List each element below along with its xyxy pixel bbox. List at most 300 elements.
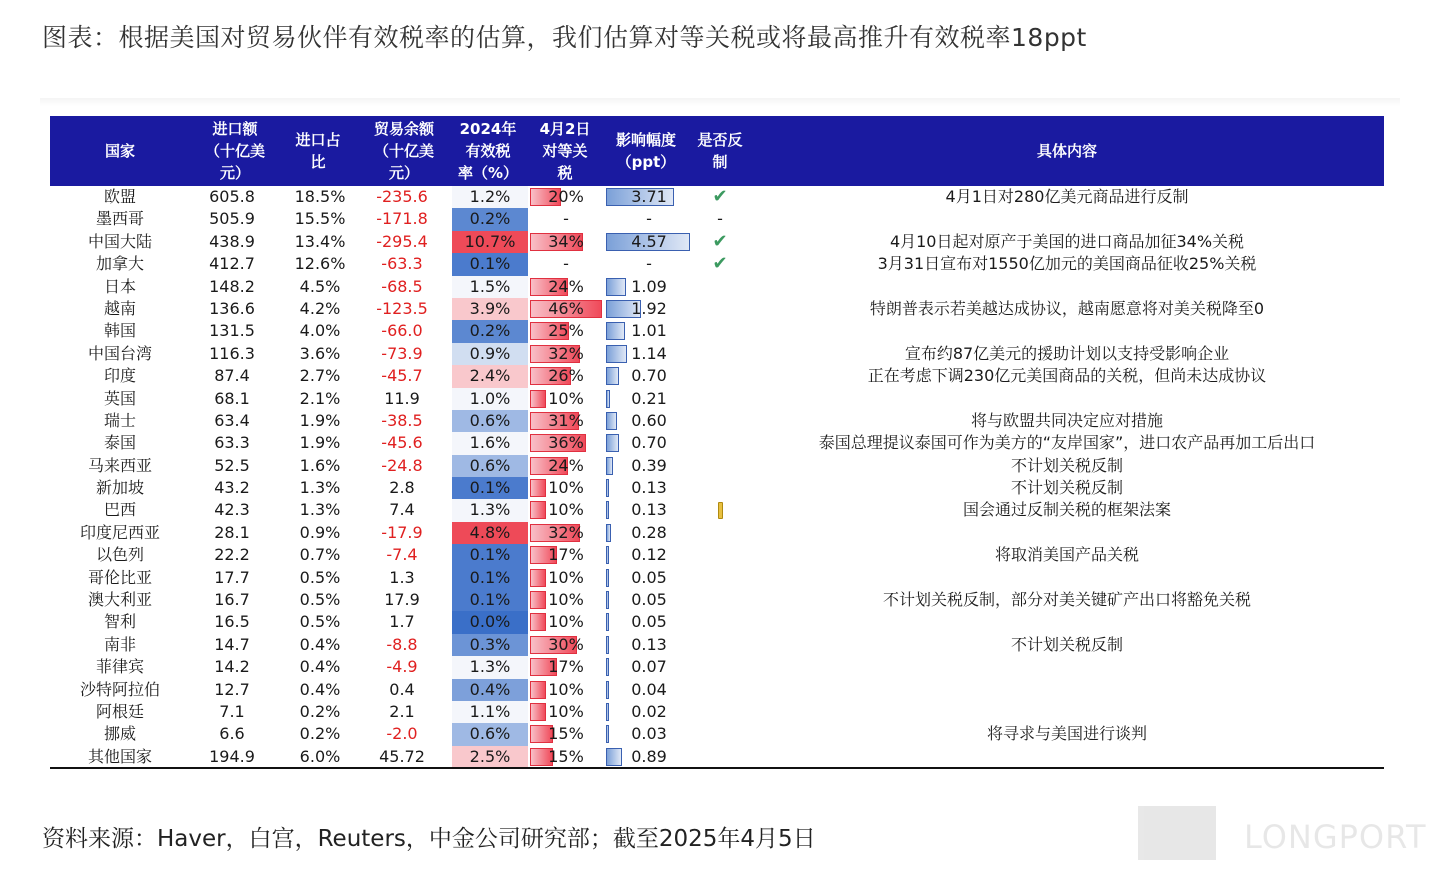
cell-tariff bbox=[530, 477, 602, 499]
cell-balance: -45.7 bbox=[381, 366, 423, 386]
cell-country: 新加坡 bbox=[95, 478, 144, 498]
impact-value: 0.05 bbox=[631, 567, 667, 587]
table-row bbox=[50, 276, 1384, 298]
cell-share: 0.4% bbox=[299, 679, 341, 699]
cell-retaliate bbox=[692, 388, 748, 410]
cell-rate2024: 0.1% bbox=[452, 477, 528, 499]
cell-country: 阿根廷 bbox=[95, 701, 144, 721]
table-row bbox=[50, 746, 1384, 768]
cell-rate2024: 0.2% bbox=[452, 320, 528, 342]
cell-impact bbox=[606, 253, 692, 275]
cell-rate2024: 0.4% bbox=[452, 679, 528, 701]
cell-retaliate bbox=[692, 701, 748, 723]
impact-value: 1.14 bbox=[631, 343, 667, 363]
cell-tariff bbox=[530, 611, 602, 633]
cell-tariff bbox=[530, 455, 602, 477]
tariff-value: 10% bbox=[548, 612, 584, 632]
cell-retaliate bbox=[692, 298, 748, 320]
header-rate2024: 2024年 有效税 率（%） bbox=[457, 120, 519, 182]
tariff-value: 24% bbox=[548, 455, 584, 475]
source-note: 资料来源：Haver，白宫，Reuters，中金公司研究部；截至2025年4月5日 bbox=[42, 826, 816, 852]
cell-share: 13.4% bbox=[294, 231, 346, 251]
cell-country: 以色列 bbox=[95, 545, 144, 565]
table-row bbox=[50, 186, 1384, 208]
cell-impact bbox=[606, 320, 692, 342]
cell-country: 韩国 bbox=[103, 321, 136, 341]
cell-impact bbox=[606, 455, 692, 477]
cell-tariff bbox=[530, 567, 602, 589]
table-row bbox=[50, 589, 1384, 611]
cell-rate2024: 1.1% bbox=[452, 701, 528, 723]
tariff-value: 36% bbox=[548, 433, 584, 453]
cell-rate2024: 0.6% bbox=[452, 410, 528, 432]
cell-rate2024: 2.5% bbox=[452, 746, 528, 768]
table-row bbox=[50, 477, 1384, 499]
header-imports: 进口额 （十亿美 元） bbox=[204, 120, 265, 182]
cell-balance: -66.0 bbox=[381, 321, 423, 341]
cell-content: 3月31日宣布对1550亿加元的美国商品征收25%关税 bbox=[877, 254, 1257, 274]
cell-country: 瑞士 bbox=[103, 410, 136, 430]
cell-tariff bbox=[530, 701, 602, 723]
cell-share: 0.5% bbox=[299, 612, 341, 632]
cell-rate2024: 1.6% bbox=[452, 432, 528, 454]
cell-tariff bbox=[530, 320, 602, 342]
cell-imports: 28.1 bbox=[214, 522, 250, 542]
table-row bbox=[50, 544, 1384, 566]
table-row bbox=[50, 522, 1384, 544]
cell-share: 0.7% bbox=[299, 545, 341, 565]
cell-balance: 2.1 bbox=[389, 701, 415, 721]
cell-content: 将取消美国产品关税 bbox=[994, 545, 1139, 565]
table-row bbox=[50, 365, 1384, 387]
table-row bbox=[50, 723, 1384, 745]
cell-retaliate bbox=[692, 432, 748, 454]
header-tariff: 4月2日 对等关 税 bbox=[539, 120, 591, 182]
cell-imports: 42.3 bbox=[214, 500, 250, 520]
cell-share: 0.2% bbox=[299, 701, 341, 721]
cell-retaliate bbox=[692, 656, 748, 678]
cell-imports: 43.2 bbox=[214, 478, 250, 498]
cell-impact bbox=[606, 231, 692, 253]
tariff-value: 15% bbox=[548, 746, 584, 766]
cell-content: 4月1日对280亿美元商品进行反制 bbox=[945, 187, 1189, 206]
cell-rate2024: 3.9% bbox=[452, 298, 528, 320]
table-row bbox=[50, 410, 1384, 432]
cell-imports: 116.3 bbox=[209, 343, 255, 363]
cell-retaliate bbox=[692, 679, 748, 701]
cell-tariff bbox=[530, 544, 602, 566]
impact-value: 0.13 bbox=[631, 478, 667, 498]
cell-rate2024: 10.7% bbox=[452, 231, 528, 253]
cell-tariff bbox=[530, 679, 602, 701]
cell-rate2024: 0.1% bbox=[452, 544, 528, 566]
cell-balance: -4.9 bbox=[386, 657, 418, 677]
cell-content bbox=[750, 701, 1384, 723]
tariff-value: - bbox=[563, 254, 569, 274]
cell-retaliate bbox=[692, 723, 748, 745]
impact-value: 3.71 bbox=[631, 187, 667, 206]
cell-imports: 63.4 bbox=[214, 410, 250, 430]
cell-country: 其他国家 bbox=[87, 746, 152, 766]
impact-value: 0.02 bbox=[631, 701, 667, 721]
cell-impact bbox=[606, 477, 692, 499]
impact-value: 0.03 bbox=[631, 724, 667, 744]
impact-value: 0.21 bbox=[631, 388, 667, 408]
cell-country: 哥伦比亚 bbox=[87, 567, 152, 587]
cell-tariff bbox=[530, 432, 602, 454]
cell-tariff bbox=[530, 410, 602, 432]
cell-tariff bbox=[530, 365, 602, 387]
cell-share: 0.4% bbox=[299, 657, 341, 677]
table-row bbox=[50, 432, 1384, 454]
cell-balance: 0.4 bbox=[389, 679, 415, 699]
cell-balance: -73.9 bbox=[381, 343, 423, 363]
cell-retaliate bbox=[692, 231, 748, 253]
cell-balance: -24.8 bbox=[381, 455, 423, 475]
cell-rate2024: 1.0% bbox=[452, 388, 528, 410]
cell-country: 日本 bbox=[103, 276, 136, 296]
cell-balance: -123.5 bbox=[376, 298, 428, 318]
cell-impact bbox=[606, 723, 692, 745]
cell-imports: 63.3 bbox=[214, 433, 250, 453]
cell-tariff bbox=[530, 343, 602, 365]
impact-value: 0.05 bbox=[631, 612, 667, 632]
table-row bbox=[50, 656, 1384, 678]
check-icon: ✔ bbox=[712, 186, 728, 207]
tariff-value: 24% bbox=[548, 276, 584, 296]
cell-impact bbox=[606, 388, 692, 410]
cell-content bbox=[750, 567, 1384, 589]
cell-retaliate bbox=[692, 544, 748, 566]
tariff-value: 25% bbox=[548, 321, 584, 341]
cell-impact bbox=[606, 746, 692, 768]
cell-country: 越南 bbox=[103, 298, 136, 318]
table-body bbox=[50, 186, 1384, 768]
cell-country: 英国 bbox=[103, 388, 136, 408]
cell-impact bbox=[606, 208, 692, 230]
tariff-value: 17% bbox=[548, 657, 584, 677]
cell-retaliate bbox=[692, 320, 748, 342]
cell-imports: 7.1 bbox=[219, 701, 245, 721]
tariff-value: 31% bbox=[548, 410, 584, 430]
cell-share: 1.9% bbox=[299, 433, 341, 453]
cell-content bbox=[750, 276, 1384, 298]
logo-text: LONGPORT bbox=[1244, 818, 1427, 856]
tariff-value: 10% bbox=[548, 701, 584, 721]
tariff-value: 10% bbox=[548, 679, 584, 699]
cell-balance: -68.5 bbox=[381, 276, 423, 296]
cell-country: 菲律宾 bbox=[95, 657, 144, 677]
cell-share: 0.4% bbox=[299, 634, 341, 654]
cell-rate2024: 4.8% bbox=[452, 522, 528, 544]
impact-value: 1.09 bbox=[631, 276, 667, 296]
cell-impact bbox=[606, 701, 692, 723]
tariff-value: 17% bbox=[548, 545, 584, 565]
impact-value: 0.28 bbox=[631, 522, 667, 542]
table-row bbox=[50, 298, 1384, 320]
tariff-value: 32% bbox=[548, 522, 584, 542]
cell-content: 特朗普表示若美越达成协议，越南愿意将对美关税降至0 bbox=[869, 298, 1265, 318]
cell-imports: 14.2 bbox=[214, 657, 250, 677]
cell-tariff bbox=[530, 253, 602, 275]
cell-balance: 17.9 bbox=[384, 590, 420, 610]
impact-value: 0.12 bbox=[631, 545, 667, 565]
cell-balance: -2.0 bbox=[386, 724, 418, 744]
cell-impact bbox=[606, 186, 692, 208]
cell-content bbox=[750, 656, 1384, 678]
cell-impact bbox=[606, 410, 692, 432]
cell-country: 印度尼西亚 bbox=[79, 522, 160, 542]
tariff-value: 34% bbox=[548, 231, 584, 251]
cell-impact bbox=[606, 499, 692, 521]
table-row bbox=[50, 499, 1384, 521]
cell-balance: -8.8 bbox=[386, 634, 418, 654]
tariff-value: 30% bbox=[548, 634, 584, 654]
cell-content: 4月10日起对原产于美国的进口商品加征34%关税 bbox=[889, 231, 1245, 251]
cell-retaliate bbox=[692, 522, 748, 544]
cell-tariff bbox=[530, 186, 602, 208]
impact-value: - bbox=[646, 254, 652, 274]
cell-share: 3.6% bbox=[299, 343, 341, 363]
logo-mark-icon bbox=[1138, 806, 1216, 860]
cell-content bbox=[750, 208, 1384, 230]
cell-tariff bbox=[530, 634, 602, 656]
cell-country: 智利 bbox=[103, 612, 136, 632]
cell-balance: 45.72 bbox=[379, 746, 425, 766]
cell-imports: 6.6 bbox=[219, 724, 245, 744]
cell-tariff bbox=[530, 388, 602, 410]
cell-share: 1.9% bbox=[299, 410, 341, 430]
cell-content: 不计划关税反制 bbox=[1010, 455, 1123, 475]
cell-balance: -235.6 bbox=[376, 187, 428, 206]
cell-imports: 505.9 bbox=[209, 209, 255, 229]
cell-impact bbox=[606, 544, 692, 566]
cell-balance: -295.4 bbox=[376, 231, 428, 251]
cell-country: 泰国 bbox=[103, 433, 136, 453]
cell-content bbox=[750, 388, 1384, 410]
header-country: 国家 bbox=[104, 142, 135, 160]
table-row bbox=[50, 231, 1384, 253]
impact-value: - bbox=[646, 209, 652, 229]
cell-retaliate bbox=[692, 186, 748, 208]
cell-balance: 1.7 bbox=[389, 612, 415, 632]
cell-impact bbox=[606, 656, 692, 678]
cell-retaliate bbox=[692, 365, 748, 387]
cell-tariff bbox=[530, 522, 602, 544]
cell-tariff bbox=[530, 276, 602, 298]
table-row bbox=[50, 455, 1384, 477]
cell-content bbox=[750, 320, 1384, 342]
cell-balance: 1.3 bbox=[389, 567, 415, 587]
impact-value: 0.13 bbox=[631, 634, 667, 654]
cell-retaliate bbox=[692, 276, 748, 298]
cell-share: 4.0% bbox=[299, 321, 341, 341]
tariff-value: 26% bbox=[548, 366, 584, 386]
tariff-value: 32% bbox=[548, 343, 584, 363]
table-row bbox=[50, 343, 1384, 365]
cell-share: 0.2% bbox=[299, 724, 341, 744]
cell-impact bbox=[606, 298, 692, 320]
cell-share: 4.5% bbox=[299, 276, 341, 296]
cell-imports: 438.9 bbox=[209, 231, 255, 251]
cell-retaliate bbox=[692, 455, 748, 477]
table-header bbox=[50, 116, 1384, 186]
tariff-value: 10% bbox=[548, 388, 584, 408]
cell-impact bbox=[606, 343, 692, 365]
cell-content: 不计划关税反制 bbox=[1010, 478, 1123, 498]
impact-value: 1.01 bbox=[631, 321, 667, 341]
cell-tariff bbox=[530, 231, 602, 253]
cell-country: 挪威 bbox=[103, 724, 136, 744]
header-content: 具体内容 bbox=[1036, 142, 1097, 160]
cell-share: 1.3% bbox=[299, 478, 341, 498]
table-row bbox=[50, 634, 1384, 656]
cell-share: 0.5% bbox=[299, 567, 341, 587]
table-bottom-rule bbox=[50, 767, 1384, 769]
cell-impact bbox=[606, 634, 692, 656]
impact-value: 0.70 bbox=[631, 366, 667, 386]
cell-retaliate bbox=[692, 611, 748, 633]
cell-country: 欧盟 bbox=[103, 187, 136, 206]
cell-rate2024: 0.0% bbox=[452, 611, 528, 633]
cell-tariff bbox=[530, 499, 602, 521]
header-balance: 贸易余额 （十亿美 元） bbox=[373, 120, 434, 182]
impact-value: 0.89 bbox=[631, 746, 667, 766]
cell-share: 1.3% bbox=[299, 500, 341, 520]
cell-balance: -17.9 bbox=[381, 522, 423, 542]
cell-imports: 194.9 bbox=[209, 746, 255, 766]
cell-country: 墨西哥 bbox=[95, 209, 144, 229]
cell-rate2024: 0.6% bbox=[452, 455, 528, 477]
cell-imports: 131.5 bbox=[209, 321, 255, 341]
tariff-value: 10% bbox=[548, 500, 584, 520]
impact-value: 0.05 bbox=[631, 590, 667, 610]
cell-balance: 7.4 bbox=[389, 500, 415, 520]
impact-value: 4.57 bbox=[631, 231, 667, 251]
cell-retaliate bbox=[692, 746, 748, 768]
cell-imports: 22.2 bbox=[214, 545, 250, 565]
cell-country: 沙特阿拉伯 bbox=[79, 679, 160, 699]
cell-balance: 11.9 bbox=[384, 388, 420, 408]
cell-imports: 12.7 bbox=[214, 679, 250, 699]
cell-rate2024: 1.3% bbox=[452, 656, 528, 678]
tariff-value: 15% bbox=[548, 724, 584, 744]
cell-tariff bbox=[530, 589, 602, 611]
cell-balance: 2.8 bbox=[389, 478, 415, 498]
cell-impact bbox=[606, 522, 692, 544]
tariff-value: 20% bbox=[548, 187, 584, 206]
cell-country: 印度 bbox=[103, 366, 136, 386]
cell-retaliate bbox=[692, 589, 748, 611]
cell-impact bbox=[606, 589, 692, 611]
tariff-value: 10% bbox=[548, 567, 584, 587]
cell-content bbox=[750, 679, 1384, 701]
cell-imports: 16.7 bbox=[214, 590, 250, 610]
tariff-table bbox=[50, 116, 1384, 768]
cell-content bbox=[750, 746, 1384, 768]
check-icon: ✔ bbox=[712, 230, 728, 252]
cell-rate2024: 0.1% bbox=[452, 589, 528, 611]
table-row bbox=[50, 320, 1384, 342]
cell-retaliate bbox=[692, 253, 748, 275]
cell-content: 将寻求与美国进行谈判 bbox=[986, 724, 1147, 744]
cell-imports: 68.1 bbox=[214, 388, 250, 408]
cell-share: 4.2% bbox=[299, 298, 341, 318]
cell-tariff bbox=[530, 746, 602, 768]
impact-value: 0.13 bbox=[631, 500, 667, 520]
table-row bbox=[50, 253, 1384, 275]
cell-content bbox=[750, 611, 1384, 633]
cell-content: 正在考虑下调230亿元美国商品的关税，但尚未达成协议 bbox=[867, 366, 1267, 386]
check-icon: ✔ bbox=[712, 253, 728, 275]
cell-share: 12.6% bbox=[294, 254, 346, 274]
cell-imports: 605.8 bbox=[209, 187, 255, 206]
cell-retaliate bbox=[692, 343, 748, 365]
cell-retaliate bbox=[692, 499, 748, 521]
cell-imports: 14.7 bbox=[214, 634, 250, 654]
cell-content: 泰国总理提议泰国可作为美方的“友岸国家”，进口农产品再加工后出口 bbox=[818, 433, 1316, 453]
warning-icon bbox=[718, 502, 723, 519]
header-retaliate: 是否反 制 bbox=[697, 131, 743, 171]
cell-imports: 412.7 bbox=[209, 254, 255, 274]
cell-rate2024: 1.3% bbox=[452, 499, 528, 521]
cell-rate2024: 1.5% bbox=[452, 276, 528, 298]
cell-retaliate bbox=[692, 477, 748, 499]
cell-rate2024: 0.9% bbox=[452, 343, 528, 365]
cell-share: 18.5% bbox=[294, 187, 346, 206]
cell-rate2024: 1.2% bbox=[452, 186, 528, 208]
cell-imports: 16.5 bbox=[214, 612, 250, 632]
cell-imports: 87.4 bbox=[214, 366, 250, 386]
cell-imports: 148.2 bbox=[209, 276, 255, 296]
cell-share: 2.7% bbox=[299, 366, 341, 386]
cell-rate2024: 0.6% bbox=[452, 723, 528, 745]
cell-country: 加拿大 bbox=[95, 254, 144, 274]
cell-tariff bbox=[530, 723, 602, 745]
cell-content: 不计划关税反制 bbox=[1010, 634, 1123, 654]
cell-tariff bbox=[530, 656, 602, 678]
chart-title: 图表：根据美国对贸易伙伴有效税率的估算，我们估算对等关税或将最高推升有效税率18ppt bbox=[42, 23, 1087, 52]
cell-retaliate bbox=[692, 410, 748, 432]
tariff-value: 10% bbox=[548, 590, 584, 610]
cell-balance: -7.4 bbox=[386, 545, 418, 565]
cell-content: 将与欧盟共同决定应对措施 bbox=[970, 410, 1163, 430]
table-row bbox=[50, 388, 1384, 410]
cell-balance: -45.6 bbox=[381, 433, 423, 453]
cell-content: 宣布约87亿美元的援助计划以支持受影响企业 bbox=[904, 343, 1230, 363]
cell-country: 中国大陆 bbox=[87, 231, 152, 251]
tariff-value: 10% bbox=[548, 478, 584, 498]
cell-impact bbox=[606, 365, 692, 387]
cell-imports: 17.7 bbox=[214, 567, 250, 587]
cell-content: 国会通过反制关税的框架法案 bbox=[962, 500, 1171, 520]
cell-share: 0.5% bbox=[299, 590, 341, 610]
impact-value: 0.04 bbox=[631, 679, 667, 699]
impact-value: 0.07 bbox=[631, 657, 667, 677]
cell-share: 1.6% bbox=[299, 455, 341, 475]
cell-tariff bbox=[530, 298, 602, 320]
cell-balance: -38.5 bbox=[381, 410, 423, 430]
cell-imports: 52.5 bbox=[214, 455, 250, 475]
impact-value: 0.60 bbox=[631, 410, 667, 430]
header-share: 进口占 比 bbox=[295, 131, 341, 171]
cell-content bbox=[750, 522, 1384, 544]
cell-retaliate bbox=[692, 634, 748, 656]
tariff-value: 46% bbox=[548, 298, 584, 318]
cell-rate2024: 2.4% bbox=[452, 365, 528, 387]
cell-retaliate: - bbox=[717, 209, 723, 229]
cell-impact bbox=[606, 432, 692, 454]
